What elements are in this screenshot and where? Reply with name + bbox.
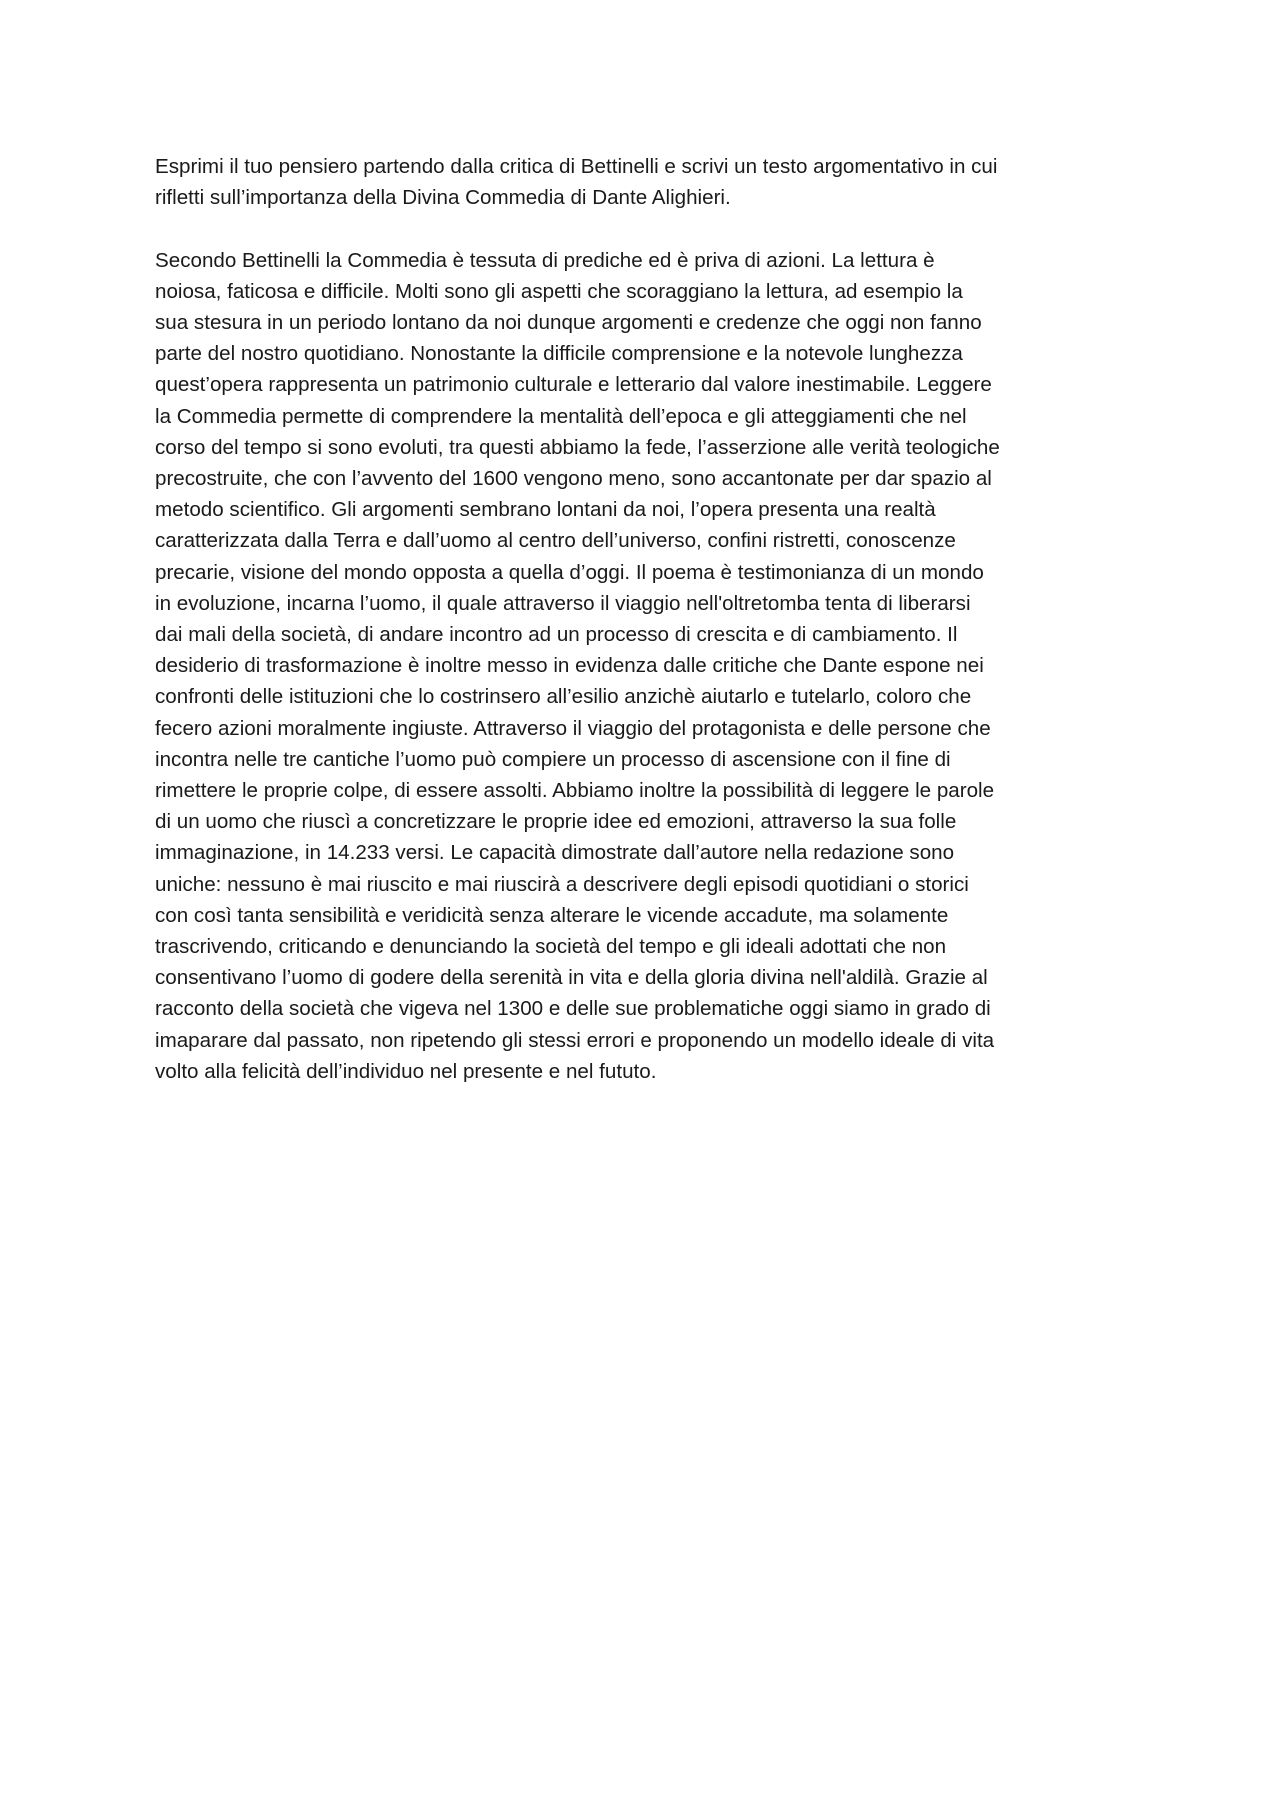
prompt-line: rifletti sull’importanza della Divina Commedia di Dante Alighieri. bbox=[155, 186, 731, 210]
essay-line: fecero azioni moralmente ingiuste. Attraverso il viaggio del protagonista e delle persone che bbox=[155, 716, 991, 740]
essay-line: consentivano l’uomo di godere della serenità in vita e della gloria divina nell'aldilà. Grazie al bbox=[155, 966, 988, 990]
essay-line: volto alla felicità dell’individuo nel presente e nel fututo. bbox=[155, 1059, 657, 1083]
essay-line: uniche: nessuno è mai riuscito e mai riuscirà a descrivere degli episodi quotidiani o storici bbox=[155, 872, 969, 896]
essay-line: dai mali della società, di andare incontro ad un processo di crescita e di cambiamento. Il bbox=[155, 623, 958, 647]
essay-line: parte del nostro quotidiano. Nonostante la difficile comprensione e la notevole lunghezza bbox=[155, 342, 963, 366]
essay-line: precostruite, che con l’avvento del 1600 vengono meno, sono accantonate per dar spazio al bbox=[155, 467, 992, 491]
essay-line: desiderio di trasformazione è inoltre messo in evidenza dalle critiche che Dante espone nei bbox=[155, 654, 984, 678]
essay-line: corso del tempo si sono evoluti, tra questi abbiamo la fede, l’asserzione alle verità teologiche bbox=[155, 435, 1000, 459]
essay-line: di un uomo che riuscì a concretizzare le proprie idee ed emozioni, attraverso la sua folle bbox=[155, 810, 957, 834]
essay-line: Secondo Bettinelli la Commedia è tessuta di prediche ed è priva di azioni. La lettura è bbox=[155, 248, 935, 272]
essay-line: in evoluzione, incarna l’uomo, il quale attraverso il viaggio nell'oltretomba tenta di liberarsi bbox=[155, 591, 971, 615]
essay-line: sua stesura in un periodo lontano da noi dunque argomenti e credenze che oggi non fanno bbox=[155, 311, 982, 334]
essay-line: con così tanta sensibilità e veridicità senza alterare le vicende accadute, ma solamente bbox=[155, 903, 949, 927]
prompt-paragraph bbox=[155, 151, 1135, 213]
essay-line: racconto della società che vigeva nel 1300 e delle sue problematiche oggi siamo in grado di bbox=[155, 997, 991, 1021]
prompt-line: Esprimi il tuo pensiero partendo dalla critica di Bettinelli e scrivi un testo argomentativo in cui bbox=[155, 155, 998, 178]
essay-line: immaginazione, in 14.233 versi. Le capacità dimostrate dall’autore nella redazione sono bbox=[155, 841, 955, 865]
document-content bbox=[155, 151, 1135, 1087]
essay-line: confronti delle istituzioni che lo costrinsero all’esilio anzichè aiutarlo e tutelarlo, coloro che bbox=[155, 685, 972, 709]
essay-line: incontra nelle tre cantiche l’uomo può compiere un processo di ascensione con il fine di bbox=[155, 747, 951, 771]
essay-line: precarie, visione del mondo opposta a quella d’oggi. Il poema è testimonianza di un mondo bbox=[155, 560, 984, 584]
essay-line: caratterizzata dalla Terra e dall’uomo al centro dell’universo, confini ristretti, conoscenze bbox=[155, 529, 956, 553]
essay-line: noiosa, faticosa e difficile. Molti sono gli aspetti che scoraggiano la lettura, ad esempio la bbox=[155, 279, 963, 303]
essay-line: metodo scientifico. Gli argomenti sembrano lontani da noi, l’opera presenta una realtà bbox=[155, 498, 936, 522]
essay-line: rimettere le proprie colpe, di essere assolti. Abbiamo inoltre la possibilità di leggere le parole bbox=[155, 779, 995, 803]
essay-line: quest’opera rappresenta un patrimonio culturale e letterario dal valore inestimabile. Leggere bbox=[155, 373, 992, 397]
essay-line: la Commedia permette di comprendere la mentalità dell’epoca e gli atteggiamenti che nel bbox=[155, 404, 967, 428]
essay-paragraph bbox=[155, 245, 1135, 1087]
essay-line: imaparare dal passato, non ripetendo gli stessi errori e proponendo un modello ideale di vita bbox=[155, 1028, 995, 1052]
paragraph-gap bbox=[155, 213, 1135, 244]
essay-line: trascrivendo, criticando e denunciando la società del tempo e gli ideali adottati che non bbox=[155, 935, 947, 959]
